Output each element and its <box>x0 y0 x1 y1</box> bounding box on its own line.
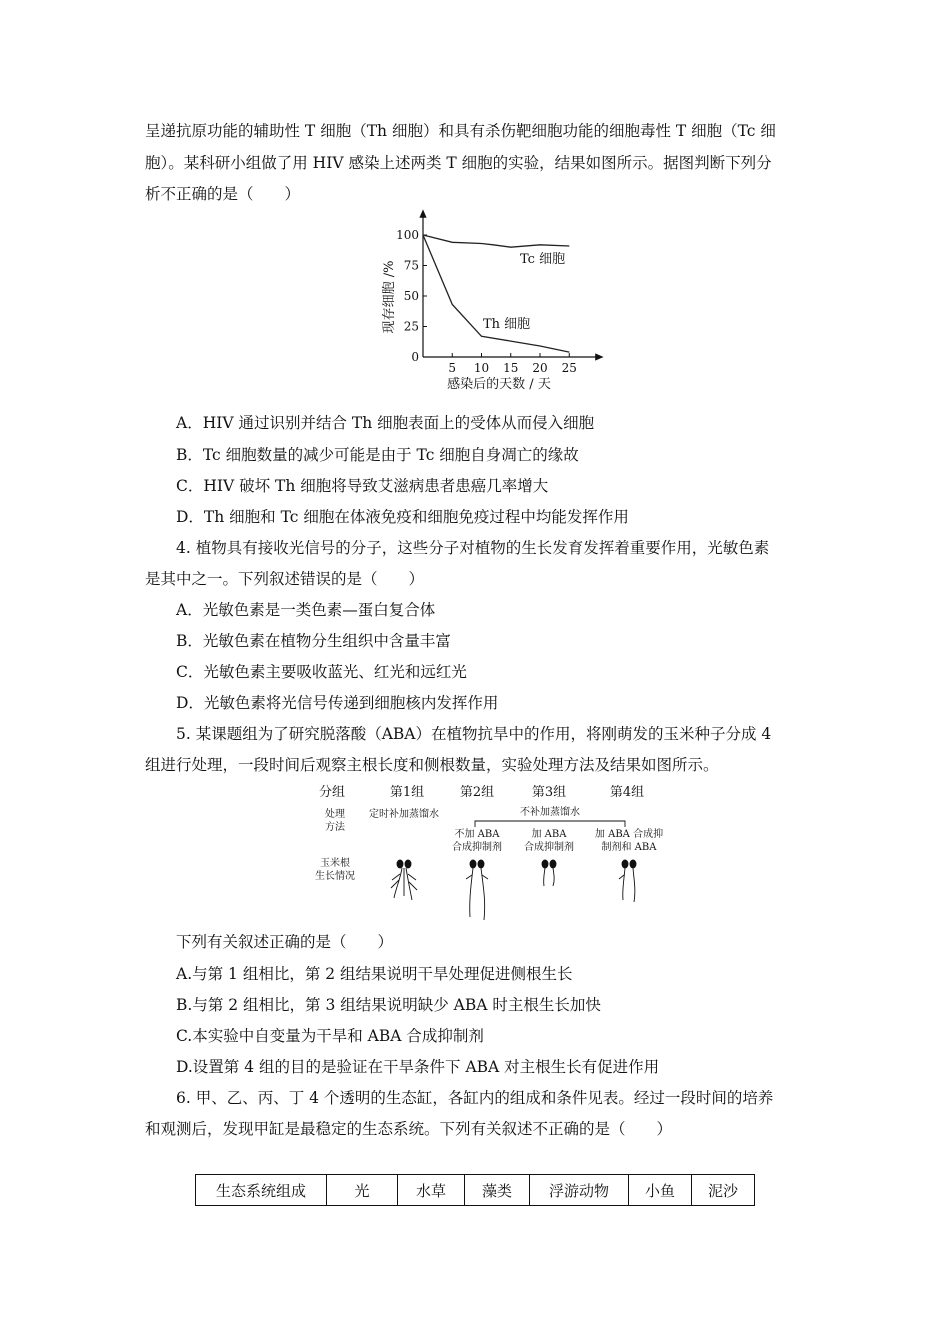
y-axis-label: 现存细胞 /% <box>382 260 397 334</box>
row-label-treatment-b: 方法 <box>325 822 345 833</box>
q3-line-1: 呈递抗原功能的辅助性 T 细胞（Th 细胞）和具有杀伤靶细胞功能的细胞毒性 T 细胞（Tc 细 <box>145 122 776 140</box>
group2-treatment-a: 不加 ABA <box>454 829 500 840</box>
x-tick-label: 20 <box>532 361 548 375</box>
y-tick-label: 0 <box>411 350 419 364</box>
table-header-row <box>196 1175 755 1206</box>
q3-line-2: 胞）。某科研小组做了用 HIV 感染上述两类 T 细胞的实验，结果如图所示。据图判断下列分 <box>145 154 772 172</box>
q3-option-b: B．Tc 细胞数量的减少可能是由于 Tc 细胞自身凋亡的缘故 <box>176 446 579 464</box>
ecosystem-table <box>195 1174 755 1206</box>
q4-option-c: C．光敏色素主要吸收蓝光、红光和远红光 <box>176 663 467 681</box>
header-group-2: 第2组 <box>459 785 495 800</box>
q5-option-a: A.与第 1 组相比，第 2 组结果说明干旱处理促进侧根生长 <box>176 965 573 983</box>
table-header-cell: 光 <box>327 1175 398 1206</box>
q4-option-d: D．光敏色素将光信号传递到细胞核内发挥作用 <box>176 694 499 712</box>
y-tick-label: 75 <box>403 258 419 273</box>
group3-treatment-b: 合成抑制剂 <box>524 842 574 853</box>
q5-option-b: B.与第 2 组相比，第 3 组结果说明缺少 ABA 时主根生长加快 <box>176 996 601 1014</box>
table-header-cell: 小鱼 <box>629 1175 692 1206</box>
q4-line-1: 4. 植物具有接收光信号的分子，这些分子对植物的生长发育发挥着重要作用，光敏色素 <box>176 539 770 557</box>
cell-survival-chart <box>375 205 615 397</box>
header-group-1: 第1组 <box>389 785 425 800</box>
q3-option-d: D．Th 细胞和 Tc 细胞在体液免疫和细胞免疫过程中均能发挥作用 <box>176 508 629 526</box>
header-group-4: 第4组 <box>609 785 645 800</box>
series-label-tc: Tc 细胞 <box>520 252 566 267</box>
seedling-group-3 <box>542 860 556 886</box>
seedling-group-4 <box>619 860 636 902</box>
bracket <box>475 821 625 827</box>
q5-stem: 下列有关叙述正确的是（ ） <box>176 933 394 951</box>
y-tick-label: 25 <box>403 319 419 334</box>
x-tick-label: 25 <box>561 361 577 375</box>
q3-option-c: C．HIV 破坏 Th 细胞将导致艾滋病患者患癌几率增大 <box>176 477 549 495</box>
q5-option-d: D.设置第 4 组的目的是验证在干旱条件下 ABA 对主根生长有促进作用 <box>176 1058 660 1076</box>
y-tick-label: 100 <box>396 228 419 242</box>
q3-option-a: A．HIV 通过识别并结合 Th 细胞表面上的受体从而侵入细胞 <box>176 414 595 432</box>
table-header-cell: 浮游动物 <box>530 1175 629 1206</box>
x-axis-label: 感染后的天数 / 天 <box>447 377 551 392</box>
x-tick-label: 10 <box>473 361 490 375</box>
row-label-growth-b: 生长情况 <box>315 871 355 882</box>
q5-line-2: 组进行处理，一段时间后观察主根长度和侧根数量，实验处理方法及结果如图所示。 <box>145 756 719 774</box>
row-label-treatment-a: 处理 <box>325 809 345 820</box>
group1-treatment: 定时补加蒸馏水 <box>369 809 439 820</box>
q3-line-3: 析不正确的是（ ） <box>145 185 301 203</box>
series-label-th: Th 细胞 <box>483 317 531 332</box>
q5-option-c: C.本实验中自变量为干旱和 ABA 合成抑制剂 <box>176 1027 484 1045</box>
q6-line-2: 和观测后，发现甲缸是最稳定的生态系统。下列有关叙述不正确的是（ ） <box>145 1120 673 1138</box>
q5-line-1: 5. 某课题组为了研究脱落酸（ABA）在植物抗旱中的作用，将刚萌发的玉米种子分成 4 <box>176 725 772 743</box>
header-group-label: 分组 <box>318 785 346 800</box>
group4-treatment-a: 加 ABA 合成抑 <box>594 829 664 840</box>
table-header-cell: 藻类 <box>465 1175 530 1206</box>
aba-experiment-figure <box>300 780 680 925</box>
table-header-cell: 泥沙 <box>692 1175 755 1206</box>
q6-line-1: 6. 甲、乙、丙、丁 4 个透明的生态缸，各缸内的组成和条件见表。经过一段时间的培养 <box>176 1089 774 1107</box>
header-group-3: 第3组 <box>531 785 567 800</box>
seedling-group-2 <box>466 860 488 920</box>
q4-option-a: A．光敏色素是一类色素—蛋白复合体 <box>176 601 436 619</box>
group4-treatment-b: 制剂和 ABA <box>601 842 657 853</box>
row-label-growth-a: 玉米根 <box>320 858 350 869</box>
table-header-cell: 水草 <box>398 1175 465 1206</box>
group2-treatment-b: 合成抑制剂 <box>452 842 502 853</box>
q4-line-2: 是其中之一。下列叙述错误的是（ ） <box>145 570 425 588</box>
table-header-cell: 生态系统组成 <box>196 1175 327 1206</box>
bracket-label: 不补加蒸馏水 <box>520 807 580 818</box>
q4-option-b: B．光敏色素在植物分生组织中含量丰富 <box>176 632 451 650</box>
x-tick-label: 5 <box>448 361 457 375</box>
seedling-group-1 <box>391 860 417 900</box>
y-tick-label: 50 <box>403 289 419 303</box>
x-tick-label: 15 <box>503 361 519 375</box>
series-line-tc <box>423 235 569 247</box>
group3-treatment-a: 加 ABA <box>531 829 567 840</box>
